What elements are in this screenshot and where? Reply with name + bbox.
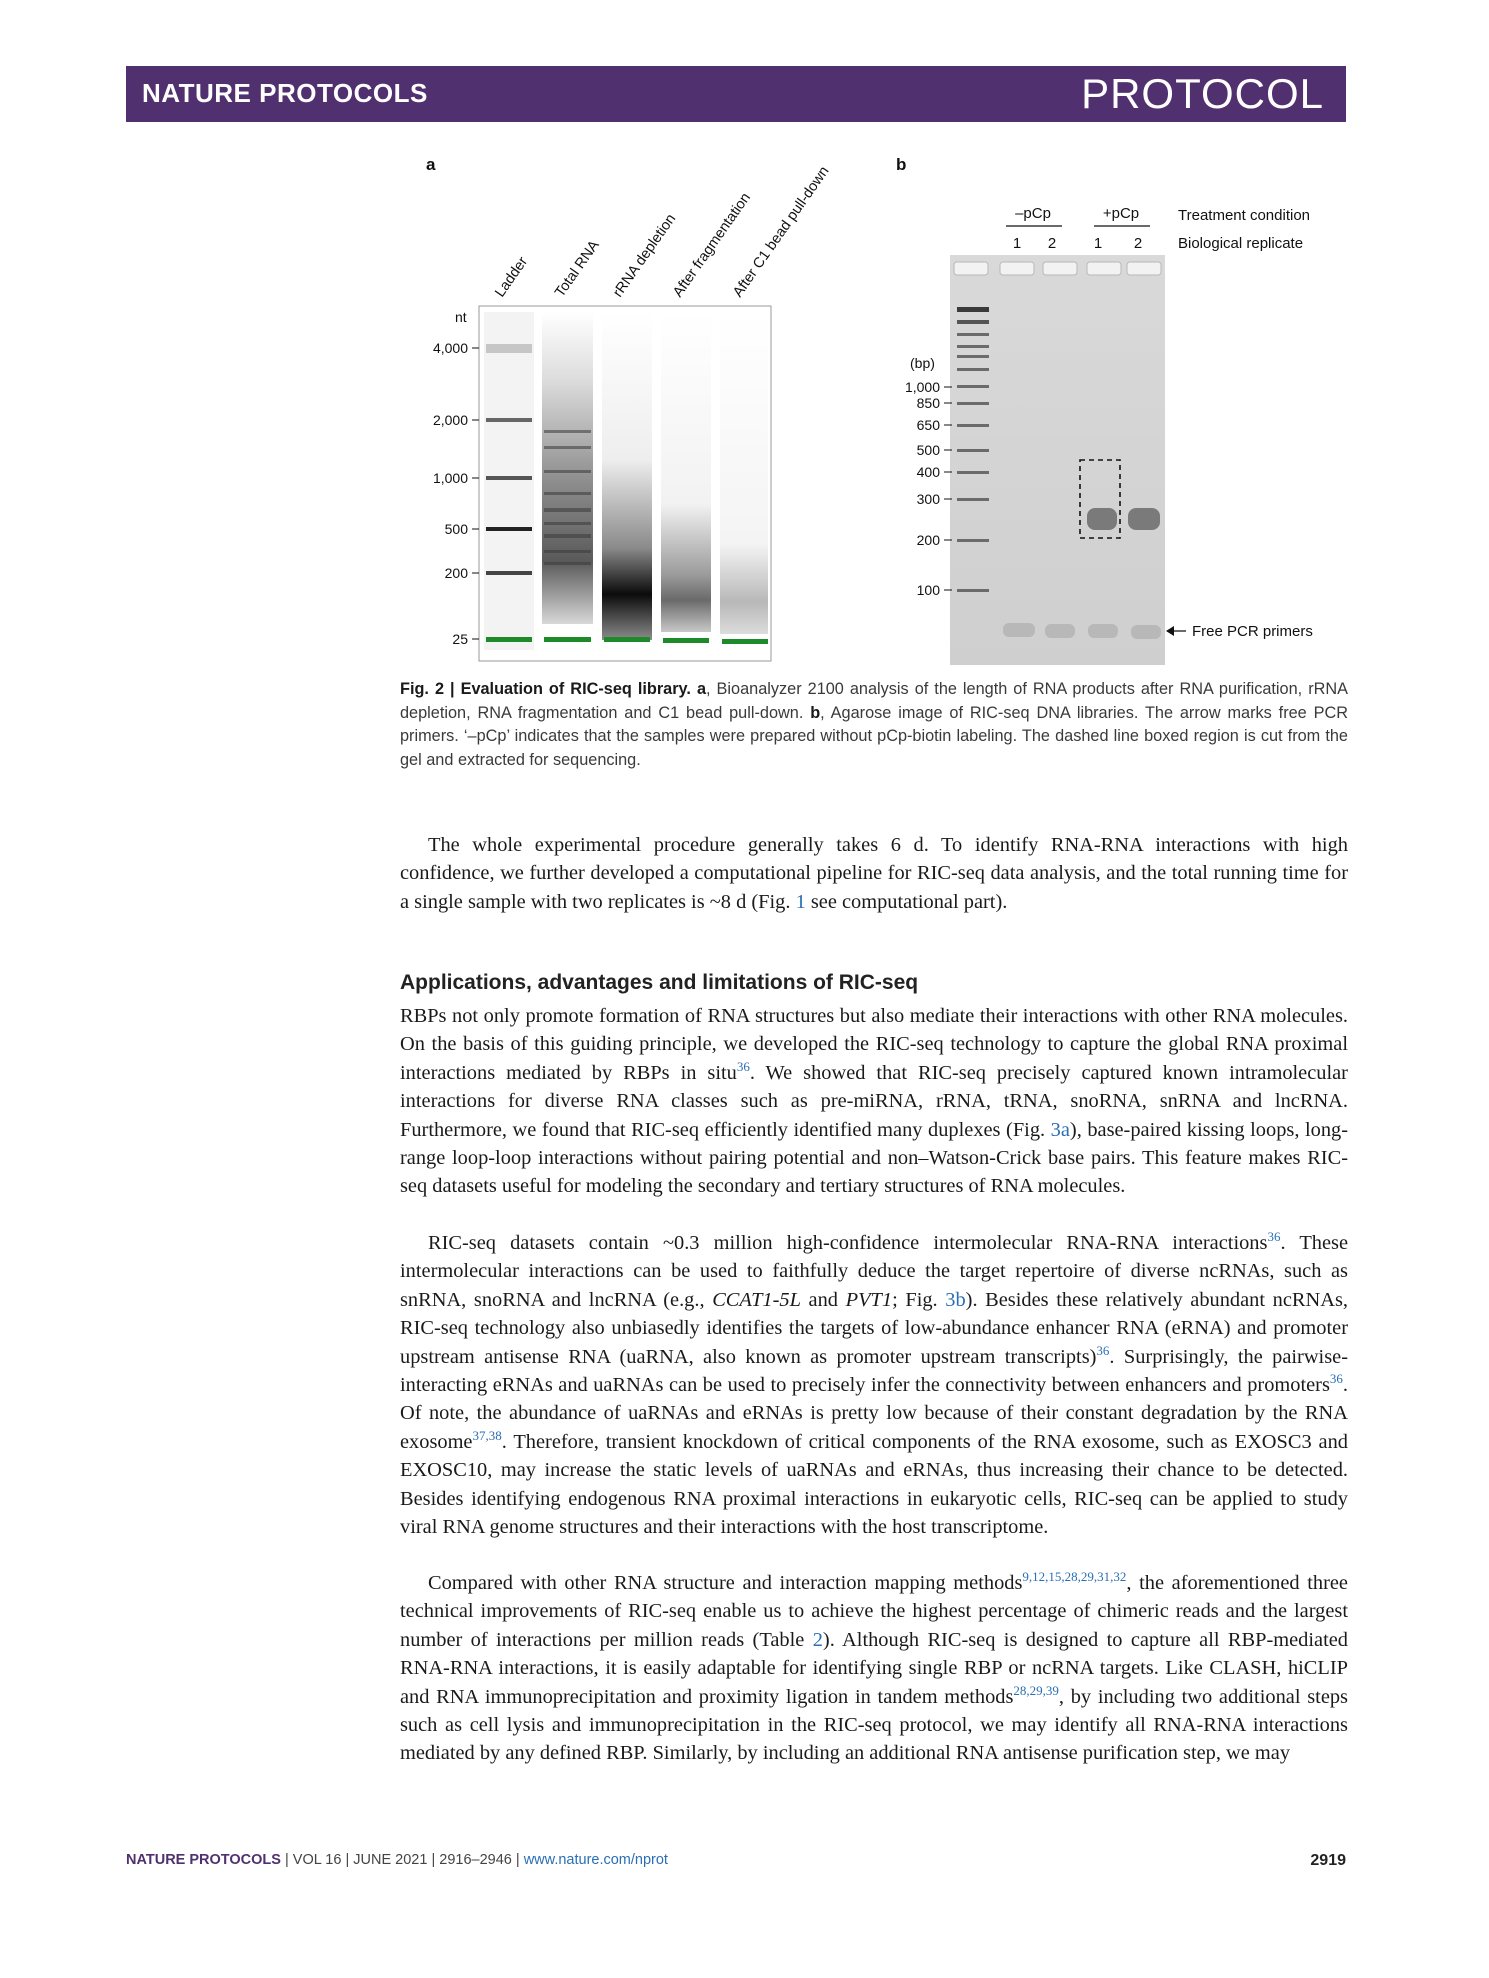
footer-sep: | [515,1852,520,1868]
lane-rrna-depletion [602,312,652,640]
library-band-plus-pcp-rep1 [1087,508,1117,530]
paragraph-text: and [800,1288,846,1311]
replicate-label: 1 [1012,235,1022,252]
body-paragraph-3 [400,1569,1348,1768]
footer-sep: | [431,1852,436,1868]
figure-caption [400,678,1348,772]
paragraph-text: ). Besides these relatively abundant ncRNAs, RIC-seq technology also unbiasedly identifies the targets of low-abundance enhancer RNA (eRNA) and promoter upstream antisense RNA (uaRNA, also known as promoter upstream transcripts) [400,1288,1348,1368]
citation-link[interactable]: 37,38 [472,1428,502,1444]
footer-sep: | [284,1852,289,1868]
legend-biological-replicate: Biological replicate [1178,235,1304,252]
lane-label-ladder: Ladder [492,254,532,301]
primer-arrow-head [1166,626,1174,636]
citation-link[interactable]: 36 [1096,1342,1110,1358]
gene-name: CCAT1-5L [712,1288,801,1311]
citation-link[interactable]: 36 [736,1059,750,1075]
caption-b-text: , Agarose image of RIC-seq DNA libraries. The arrow marks free PCR primers. ‘–pCp’ indicates that the samples were prepared without pCp-biotin labeling. The dashed line boxed region is cut from the gel and extracted for sequencing. [400,703,1348,769]
paragraph-text: , the aforementioned three technical improvements of RIC-seq enable us to achieve the highest percentage of chimeric reads and the largest number of interactions per million reads (Table [400,1572,1348,1651]
section-type: PROTOCOL [1081,70,1324,117]
tick-label: 100 [916,582,940,598]
library-band-plus-pcp-rep2 [1128,508,1160,530]
footer-sep: | [345,1852,350,1868]
tick-label: 500 [916,442,940,458]
caption-b-label: b [810,703,821,722]
ladder-band-200 [486,571,532,575]
panel-b-axis-unit: (bp) [910,355,935,371]
paragraph-text: RBPs not only promote formation of RNA structures but also mediate their interactions with other RNA molecules. On the basis of this guiding principle, we developed the RIC-seq technology to capture the global RNA proximal interactions mediated by RBPs in situ [400,1005,1348,1084]
condition-minus-pcp: –pCp [1015,205,1051,222]
tick-label: 1,000 [904,379,940,395]
lane-total-rna [542,312,593,624]
citation-link[interactable]: 36 [1267,1229,1281,1245]
figure-2 [0,140,1489,670]
tick-label: 4,000 [432,340,468,356]
paragraph-text: Compared with other RNA structure and interaction mapping methods [428,1572,1023,1594]
fig-link[interactable]: 1 [795,890,806,913]
intro-paragraph [400,831,1348,916]
body-paragraph-2 [400,1229,1348,1541]
legend-treatment-condition: Treatment condition [1178,207,1311,224]
caption-a-text: , Bioanalyzer 2100 analysis of the length of RNA products after RNA purification, rRNA depletion, RNA fragmentation and C1 bead pull-down. [400,680,1348,722]
citation-link[interactable]: 9,12,15,28,29,31,32 [1022,1569,1127,1585]
panel-b-label: b [896,155,907,174]
journal-name: NATURE PROTOCOLS [142,78,428,108]
intro-text: The whole experimental procedure generally takes 6 d. To identify RNA-RNA interactions with high confidence, we further developed a computational pipeline for RIC-seq data analysis, and the total running time for a single sample with two replicates is ~8 d (Fig. [400,834,1348,913]
tick-label: 2,000 [432,412,468,428]
citation-link[interactable]: 28,29,39 [1013,1682,1059,1698]
lane-after-c1 [720,312,768,634]
lane-label-after-c1: After C1 bead pull-down [730,163,833,301]
lane-after-fragmentation [661,312,711,632]
ladder-band-500 [486,527,532,531]
page-number: 2919 [1310,1852,1346,1869]
paragraph-text: . Therefore, transient knockdown of critical components of the RNA exosome, such as EXOSC3 and EXOSC10, may increase the static levels of uaRNAs and eRNAs, thus increasing their chance to be detected. Besides identifying endogenous RNA proximal interactions in eukaryotic cells, RIC-seq can be applied to study viral RNA genome structures and their interactions with the host transcriptome. [400,1430,1348,1539]
footer-url[interactable]: www.nature.com/nprot [523,1852,668,1868]
fig-link[interactable]: 3a [1050,1118,1070,1141]
paragraph-text: . These intermolecular interactions can be used to faithfully deduce the target repertoire of diverse ncRNAs, such as snRNA, snoRNA and lncRNA (e.g., [400,1232,1349,1311]
tick-label: 500 [444,521,468,537]
footer-journal: NATURE PROTOCOLS [126,1852,281,1868]
panel-a-axis-unit: nt [455,309,467,325]
fig-link[interactable]: 3b [945,1288,966,1311]
gene-name: PVT1 [845,1288,893,1311]
body-paragraph-1 [400,1002,1348,1201]
tick-label: 650 [916,417,940,433]
page-footer [126,1852,1346,1868]
paragraph-text: ; Fig. [892,1288,946,1311]
table-link[interactable]: 2 [812,1628,823,1651]
paragraph-text: , by including two additional steps such as cell lysis and immunoprecipitation in the RIC-seq protocol, we may identify all RNA-RNA interactions mediated by any defined RBP. Similarly, by including an additional RNA antisense purification step, we may [400,1685,1348,1765]
footer-volume: VOL 16 [292,1852,342,1868]
paragraph-text: ), base-paired kissing loops, long-range loop-loop interactions without pairing potential and non–Watson-Crick base pairs. This feature makes RIC-seq datasets useful for modeling the secondary and tertiary structures of RNA molecules. [400,1118,1349,1198]
gel-wells [954,262,1161,275]
free-pcr-primers-label: Free PCR primers [1192,623,1313,640]
lane-label-rrna-depletion: rRNA depletion [610,211,680,301]
paragraph-text: . Surprisingly, the pairwise-interacting eRNAs and uaRNAs can be used to precisely infer the connectivity between enhancers and promoters [400,1345,1348,1397]
tick-label: 200 [444,565,468,581]
panel-a-label: a [426,155,436,174]
header-bar [126,66,1346,122]
citation-link[interactable]: 36 [1329,1371,1343,1387]
panel-a-y-axis [472,348,479,639]
caption-a-label: a [696,680,707,698]
condition-plus-pcp: +pCp [1102,205,1140,222]
lane-label-total-rna: Total RNA [552,237,603,301]
agarose-gel [950,255,1165,665]
tick-label: 1,000 [432,470,468,486]
paragraph-text: ). Although RIC-seq is designed to capture all RBP-mediated RNA-RNA interactions, it is easily adaptable for identifying single RBP or ncRNA targets. Like CLASH, hiCLIP and RNA immunoprecipitation and proximity ligation in tandem methods [400,1628,1348,1708]
replicate-label: 1 [1093,235,1103,252]
paragraph-text: . Of note, the abundance of uaRNAs and eRNAs is pretty low because of their constant degradation by the RNA exosome [400,1374,1348,1453]
footer-date: JUNE 2021 [353,1852,428,1868]
paragraph-text: . We showed that RIC-seq precisely captured known intramolecular interactions for diverse RNA classes such as pre-miRNA, rRNA, tRNA, snoRNA, snRNA and lncRNA. Furthermore, we found that RIC-seq efficiently identified many duplexes (Fig. [400,1061,1348,1141]
ladder-band-4000 [486,344,532,353]
tick-label: 300 [916,491,940,507]
ladder-band-1000 [486,476,532,480]
tick-label: 200 [916,532,940,548]
replicate-label: 2 [1133,235,1143,252]
footer-pages: 2916–2946 [439,1852,512,1868]
lane-label-after-fragmentation: After fragmentation [670,190,755,301]
intro-text-end: see computational part). [805,890,1008,913]
tick-label: 25 [452,631,468,647]
section-heading: Applications, advantages and limitations of RIC-seq [400,971,919,994]
ladder-band-2000 [486,418,532,422]
lane-ladder [484,312,534,650]
tick-label: 850 [916,395,940,411]
paragraph-text: RIC-seq datasets contain ~0.3 million high-confidence intermolecular RNA-RNA interactions [428,1232,1268,1254]
tick-label: 400 [916,464,940,480]
replicate-label: 2 [1047,235,1057,252]
caption-title: Fig. 2 | Evaluation of RIC-seq library. [400,680,691,698]
